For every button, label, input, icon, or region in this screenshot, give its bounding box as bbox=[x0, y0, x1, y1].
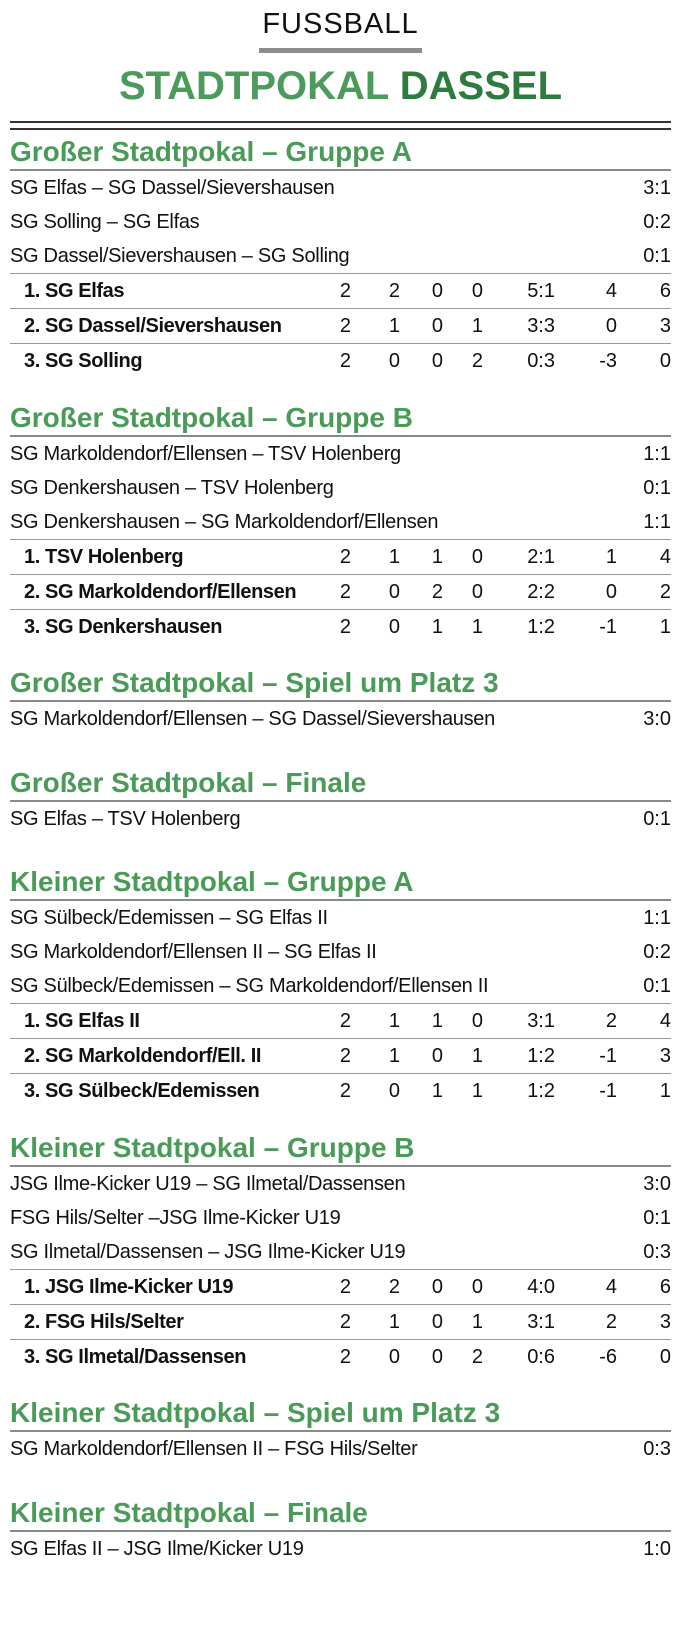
standings-stat: 3 bbox=[659, 1311, 671, 1333]
standings-stat: 2 bbox=[339, 546, 351, 568]
standings-team: 1. JSG Ilme-Kicker U19 bbox=[24, 1276, 234, 1298]
standings-stat: 5:1 bbox=[527, 280, 555, 302]
standings-stat: 0:3 bbox=[527, 350, 555, 372]
match-score: 0:3 bbox=[643, 1241, 671, 1263]
standings-stat: 0 bbox=[388, 1080, 400, 1102]
standings-stat: 2 bbox=[339, 1276, 351, 1298]
match-teams: SG Markoldendorf/Ellensen – SG Dassel/Sievershausen bbox=[10, 708, 495, 730]
standings-stat: 2 bbox=[339, 1311, 351, 1333]
section-title: Großer Stadtpokal – Gruppe A bbox=[10, 134, 671, 171]
standings-stat: 1 bbox=[431, 546, 443, 568]
standings-stat: 0 bbox=[431, 1045, 443, 1067]
standings-stat: 0 bbox=[388, 581, 400, 603]
standings-stat: 2 bbox=[339, 1045, 351, 1067]
standings-team: 3. SG Sülbeck/Edemissen bbox=[24, 1080, 260, 1102]
standings-stat: 2:1 bbox=[527, 546, 555, 568]
match-teams: SG Markoldendorf/Ellensen – TSV Holenberg bbox=[10, 443, 401, 465]
standings-team: 3. SG Ilmetal/Dassensen bbox=[24, 1346, 247, 1368]
match-score: 3:1 bbox=[643, 177, 671, 199]
standings-stat: 2 bbox=[388, 280, 400, 302]
standings-stat: 2 bbox=[388, 1276, 400, 1298]
standings-stat: 1 bbox=[388, 1010, 400, 1032]
match-row bbox=[10, 1432, 671, 1466]
match-row bbox=[10, 1235, 671, 1269]
match-score: 1:1 bbox=[643, 511, 671, 533]
standings-team: 2. SG Markoldendorf/Ell. II bbox=[24, 1045, 262, 1067]
standings-stat: -1 bbox=[599, 616, 617, 638]
standings-stat: 0 bbox=[431, 350, 443, 372]
standings-team: 1. TSV Holenberg bbox=[24, 546, 184, 568]
match-row bbox=[10, 1167, 671, 1201]
match-score: 3:0 bbox=[643, 708, 671, 730]
standings-team: 1. SG Elfas bbox=[24, 280, 125, 302]
section-title: Kleiner Stadtpokal – Spiel um Platz 3 bbox=[10, 1395, 671, 1432]
match-teams: SG Markoldendorf/Ellensen II – FSG Hils/Selter bbox=[10, 1438, 418, 1460]
standings-stat: 2 bbox=[659, 581, 671, 603]
match-teams: SG Denkershausen – TSV Holenberg bbox=[10, 477, 334, 499]
match-score: 0:1 bbox=[643, 975, 671, 997]
results-section bbox=[10, 864, 671, 1108]
match-row bbox=[10, 702, 671, 736]
section-title: Kleiner Stadtpokal – Gruppe B bbox=[10, 1130, 671, 1167]
standings-stat: 1 bbox=[431, 616, 443, 638]
match-row bbox=[10, 969, 671, 1003]
headline-part1: STADTPOKAL bbox=[118, 64, 389, 108]
standings-row bbox=[10, 609, 671, 644]
standings-team: 2. SG Dassel/Sievershausen bbox=[24, 315, 282, 337]
standings-row bbox=[10, 1269, 671, 1304]
results-section bbox=[10, 1495, 671, 1566]
match-score: 0:2 bbox=[643, 941, 671, 963]
standings-row bbox=[10, 1003, 671, 1038]
match-row bbox=[10, 239, 671, 273]
standings-row bbox=[10, 343, 671, 378]
standings-stat: 4 bbox=[605, 1276, 617, 1298]
standings-stat: 0 bbox=[431, 315, 443, 337]
standings-stat: 0 bbox=[471, 546, 483, 568]
standings-stat: 1 bbox=[471, 1045, 483, 1067]
standings-row bbox=[10, 273, 671, 308]
standings-stat: -6 bbox=[599, 1346, 617, 1368]
standings-row bbox=[10, 1304, 671, 1339]
standings-stat: -1 bbox=[599, 1080, 617, 1102]
match-score: 0:3 bbox=[643, 1438, 671, 1460]
results-section bbox=[10, 134, 671, 378]
match-score: 0:1 bbox=[643, 245, 671, 267]
header-divider bbox=[10, 128, 671, 130]
match-row bbox=[10, 901, 671, 935]
standings-team: 3. SG Solling bbox=[24, 350, 143, 372]
standings-stat: 2 bbox=[605, 1010, 617, 1032]
match-score: 1:1 bbox=[643, 907, 671, 929]
results-section bbox=[10, 665, 671, 736]
standings-stat: 1:2 bbox=[527, 1080, 555, 1102]
standings-row bbox=[10, 574, 671, 609]
section-kicker: FUSSBALL bbox=[262, 8, 419, 40]
standings-stat: 1 bbox=[431, 1080, 443, 1102]
standings-stat: 0 bbox=[471, 581, 483, 603]
match-teams: SG Sülbeck/Edemissen – SG Markoldendorf/Ellensen II bbox=[10, 975, 489, 997]
standings-stat: 2 bbox=[339, 581, 351, 603]
match-teams: FSG Hils/Selter –JSG Ilme-Kicker U19 bbox=[10, 1207, 341, 1229]
standings-stat: 3 bbox=[659, 315, 671, 337]
section-title: Großer Stadtpokal – Finale bbox=[10, 765, 671, 802]
match-row bbox=[10, 935, 671, 969]
match-teams: JSG Ilme-Kicker U19 – SG Ilmetal/Dassensen bbox=[10, 1173, 406, 1195]
standings-stat: 2 bbox=[339, 280, 351, 302]
match-row bbox=[10, 505, 671, 539]
headline-part2: DASSEL bbox=[399, 64, 562, 108]
match-row bbox=[10, 1532, 671, 1566]
standings-row bbox=[10, 1339, 671, 1374]
standings-stat: 0 bbox=[471, 1276, 483, 1298]
standings-stat: 3:1 bbox=[527, 1010, 555, 1032]
standings-stat: 1 bbox=[659, 1080, 671, 1102]
standings-stat: 1 bbox=[471, 315, 483, 337]
results-section bbox=[10, 1130, 671, 1374]
match-teams: SG Ilmetal/Dassensen – JSG Ilme-Kicker U19 bbox=[10, 1241, 406, 1263]
standings-stat: 6 bbox=[659, 1276, 671, 1298]
standings-stat: 1 bbox=[388, 1045, 400, 1067]
standings-stat: 0:6 bbox=[527, 1346, 555, 1368]
standings-team: 2. FSG Hils/Selter bbox=[24, 1311, 184, 1333]
standings-stat: 2 bbox=[339, 1010, 351, 1032]
standings-stat: 1 bbox=[471, 1080, 483, 1102]
match-score: 0:2 bbox=[643, 211, 671, 233]
standings-stat: 2 bbox=[471, 350, 483, 372]
standings-row bbox=[10, 1038, 671, 1073]
standings-stat: 4:0 bbox=[527, 1276, 555, 1298]
standings-stat: 3:3 bbox=[527, 315, 555, 337]
standings-stat: 1 bbox=[471, 1311, 483, 1333]
match-score: 3:0 bbox=[643, 1173, 671, 1195]
standings-team: 2. SG Markoldendorf/Ellensen bbox=[24, 581, 297, 603]
kicker-underline bbox=[259, 48, 422, 53]
standings-stat: 1 bbox=[388, 546, 400, 568]
match-teams: SG Sülbeck/Edemissen – SG Elfas II bbox=[10, 907, 328, 929]
results-section bbox=[10, 1395, 671, 1466]
section-title: Großer Stadtpokal – Spiel um Platz 3 bbox=[10, 665, 671, 702]
match-teams: SG Elfas – TSV Holenberg bbox=[10, 808, 241, 830]
standings-stat: 2 bbox=[431, 581, 443, 603]
standings-stat: 0 bbox=[605, 315, 617, 337]
match-teams: SG Elfas – SG Dassel/Sievershausen bbox=[10, 177, 335, 199]
standings-stat: 4 bbox=[659, 1010, 671, 1032]
standings-stat: 1 bbox=[388, 315, 400, 337]
results-section bbox=[10, 765, 671, 836]
match-score: 0:1 bbox=[643, 1207, 671, 1229]
match-row bbox=[10, 802, 671, 836]
standings-stat: 2 bbox=[605, 1311, 617, 1333]
match-row bbox=[10, 1201, 671, 1235]
standings-stat: 0 bbox=[431, 280, 443, 302]
standings-stat: -1 bbox=[599, 1045, 617, 1067]
standings-stat: 3 bbox=[659, 1045, 671, 1067]
section-title: Kleiner Stadtpokal – Finale bbox=[10, 1495, 671, 1532]
match-teams: SG Markoldendorf/Ellensen II – SG Elfas II bbox=[10, 941, 377, 963]
standings-stat: 6 bbox=[659, 280, 671, 302]
standings-stat: 4 bbox=[659, 546, 671, 568]
header-divider bbox=[10, 121, 671, 123]
standings-stat: 4 bbox=[605, 280, 617, 302]
standings-stat: 2 bbox=[339, 1346, 351, 1368]
match-teams: SG Denkershausen – SG Markoldendorf/Ellensen bbox=[10, 511, 439, 533]
match-score: 1:1 bbox=[643, 443, 671, 465]
standings-team: 1. SG Elfas II bbox=[24, 1010, 140, 1032]
page-title bbox=[0, 64, 681, 109]
match-row bbox=[10, 171, 671, 205]
standings-stat: 0 bbox=[605, 581, 617, 603]
match-teams: SG Dassel/Sievershausen – SG Solling bbox=[10, 245, 350, 267]
standings-stat: 0 bbox=[471, 1010, 483, 1032]
match-score: 0:1 bbox=[643, 808, 671, 830]
standings-stat: 1 bbox=[659, 616, 671, 638]
section-title: Großer Stadtpokal – Gruppe B bbox=[10, 400, 671, 437]
section-title: Kleiner Stadtpokal – Gruppe A bbox=[10, 864, 671, 901]
match-score: 0:1 bbox=[643, 477, 671, 499]
match-score: 1:0 bbox=[643, 1538, 671, 1560]
standings-stat: 0 bbox=[431, 1311, 443, 1333]
standings-stat: 0 bbox=[659, 350, 671, 372]
match-teams: SG Elfas II – JSG Ilme/Kicker U19 bbox=[10, 1538, 304, 1560]
standings-stat: -3 bbox=[599, 350, 617, 372]
standings-stat: 2 bbox=[339, 315, 351, 337]
standings-row bbox=[10, 308, 671, 343]
standings-stat: 0 bbox=[388, 616, 400, 638]
standings-stat: 1 bbox=[431, 1010, 443, 1032]
standings-stat: 0 bbox=[431, 1346, 443, 1368]
standings-stat: 2 bbox=[339, 616, 351, 638]
standings-row bbox=[10, 1073, 671, 1108]
match-row bbox=[10, 205, 671, 239]
standings-stat: 3:1 bbox=[527, 1311, 555, 1333]
standings-stat: 0 bbox=[659, 1346, 671, 1368]
standings-stat: 2 bbox=[339, 1080, 351, 1102]
standings-stat: 1 bbox=[388, 1311, 400, 1333]
standings-stat: 0 bbox=[388, 1346, 400, 1368]
match-teams: SG Solling – SG Elfas bbox=[10, 211, 200, 233]
standings-stat: 2:2 bbox=[527, 581, 555, 603]
standings-stat: 0 bbox=[388, 350, 400, 372]
standings-stat: 0 bbox=[431, 1276, 443, 1298]
standings-stat: 0 bbox=[471, 280, 483, 302]
standings-stat: 1 bbox=[605, 546, 617, 568]
standings-stat: 2 bbox=[471, 1346, 483, 1368]
standings-row bbox=[10, 539, 671, 574]
results-section bbox=[10, 400, 671, 644]
standings-stat: 1:2 bbox=[527, 1045, 555, 1067]
match-row bbox=[10, 471, 671, 505]
standings-team: 3. SG Denkershausen bbox=[24, 616, 223, 638]
standings-stat: 1 bbox=[471, 616, 483, 638]
standings-stat: 2 bbox=[339, 350, 351, 372]
standings-stat: 1:2 bbox=[527, 616, 555, 638]
match-row bbox=[10, 437, 671, 471]
